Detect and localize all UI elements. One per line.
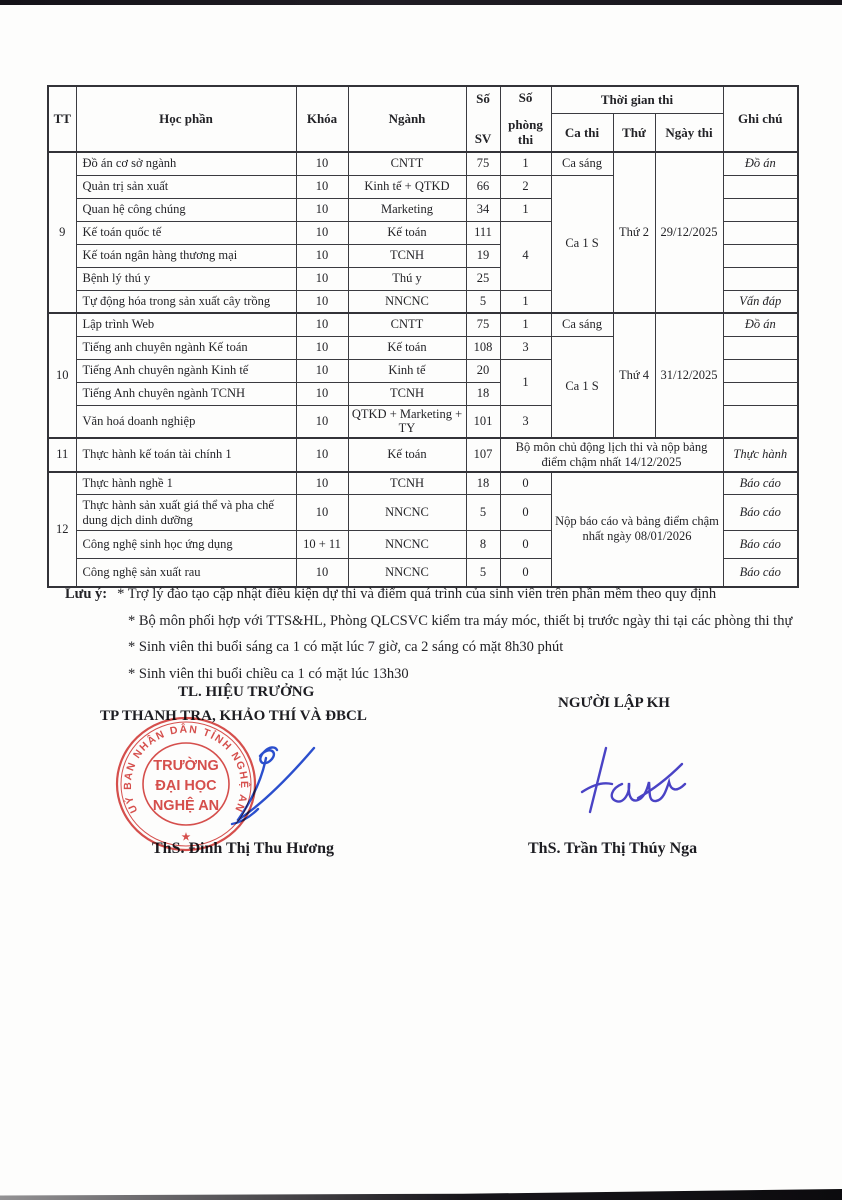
col-header-ca-thi: Ca thi bbox=[551, 114, 613, 152]
table-cell: 10 bbox=[296, 267, 348, 290]
left-signer-name: ThS. Đinh Thị Thu Hương bbox=[152, 840, 334, 857]
table-cell: 0 bbox=[500, 531, 551, 559]
table-cell: Kinh tế + QTKD bbox=[348, 175, 466, 198]
table-cell: Ca sáng bbox=[551, 313, 613, 336]
group-number: 11 bbox=[48, 438, 76, 472]
table-cell: 4 bbox=[500, 221, 551, 290]
table-cell: Báo cáo bbox=[723, 531, 798, 559]
table-cell: 20 bbox=[466, 359, 500, 382]
col-header-ngay-thi: Ngày thi bbox=[655, 114, 723, 152]
table-cell: Kế toán ngân hàng thương mại bbox=[76, 244, 296, 267]
table-cell: Quan hệ công chúng bbox=[76, 198, 296, 221]
table-cell: 10 bbox=[296, 152, 348, 175]
table-cell: 1 bbox=[500, 290, 551, 313]
table-cell: 10 bbox=[296, 359, 348, 382]
table-cell: 1 bbox=[500, 359, 551, 405]
table-cell bbox=[723, 198, 798, 221]
table-cell: Bệnh lý thú y bbox=[76, 267, 296, 290]
table-cell: Báo cáo bbox=[723, 472, 798, 495]
table-cell: 5 bbox=[466, 290, 500, 313]
table-cell: 0 bbox=[500, 472, 551, 495]
schedule-body bbox=[48, 152, 798, 587]
notes-label: Lưu ý: bbox=[65, 586, 108, 602]
table-cell: 19 bbox=[466, 244, 500, 267]
table-cell: Thứ 4 bbox=[613, 313, 655, 438]
table-cell: 2 bbox=[500, 175, 551, 198]
table-cell: Đồ án bbox=[723, 152, 798, 175]
table-cell bbox=[723, 221, 798, 244]
table-cell: TCNH bbox=[348, 382, 466, 405]
table-cell: 101 bbox=[466, 405, 500, 438]
table-cell: 10 bbox=[296, 495, 348, 531]
so-phong-line1: Số bbox=[518, 90, 533, 105]
scan-edge-top bbox=[0, 0, 842, 5]
table-cell: CNTT bbox=[348, 313, 466, 336]
table-cell: Thực hành bbox=[723, 438, 798, 472]
table-cell: Ca 1 S bbox=[551, 336, 613, 438]
table-cell: Thực hành nghề 1 bbox=[76, 472, 296, 495]
notes-section bbox=[0, 586, 842, 692]
table-cell: 75 bbox=[466, 152, 500, 175]
note-line bbox=[0, 666, 842, 683]
group-number: 10 bbox=[48, 313, 76, 438]
table-cell: Công nghệ sinh học ứng dụng bbox=[76, 531, 296, 559]
table-cell: Tự động hóa trong sản xuất cây trồng bbox=[76, 290, 296, 313]
table-cell: Tiếng Anh chuyên ngành Kinh tế bbox=[76, 359, 296, 382]
table-cell: QTKD + Marketing + TY bbox=[348, 405, 466, 438]
table-cell: Marketing bbox=[348, 198, 466, 221]
table-cell: 5 bbox=[466, 559, 500, 587]
col-header-so-sv bbox=[466, 86, 500, 152]
table-cell: 10 bbox=[296, 336, 348, 359]
group-number: 12 bbox=[48, 472, 76, 587]
table-cell: NNCNC bbox=[348, 531, 466, 559]
scan-edge-bottom bbox=[0, 1188, 842, 1200]
table-cell: 107 bbox=[466, 438, 500, 472]
table-cell: Kế toán bbox=[348, 221, 466, 244]
note-line bbox=[0, 613, 842, 630]
col-header-ghi-chu: Ghi chú bbox=[723, 86, 798, 152]
table-cell: Tiếng anh chuyên ngành Kế toán bbox=[76, 336, 296, 359]
table-cell: Đồ án cơ sở ngành bbox=[76, 152, 296, 175]
table-cell: Lập trình Web bbox=[76, 313, 296, 336]
right-signer-title: NGƯỜI LẬP KH bbox=[558, 695, 670, 711]
table-cell: 75 bbox=[466, 313, 500, 336]
left-signature bbox=[222, 742, 322, 834]
note-text: * Bộ môn phối hợp với TTS&HL, Phòng QLCSVC kiểm tra máy móc, thiết bị trước ngày thi tại các phòng thi thự bbox=[128, 612, 793, 629]
exam-schedule-table bbox=[47, 85, 799, 588]
right-signature bbox=[572, 740, 692, 830]
so-phong-line2: phòng bbox=[508, 117, 543, 133]
table-cell: Ca sáng bbox=[551, 152, 613, 175]
table-cell: 1 bbox=[500, 152, 551, 175]
table-cell: 10 bbox=[296, 438, 348, 472]
table-cell: Thứ 2 bbox=[613, 152, 655, 313]
stamp-line3: NGHỆ AN bbox=[152, 798, 220, 814]
table-cell: 8 bbox=[466, 531, 500, 559]
table-cell: TCNH bbox=[348, 244, 466, 267]
table-cell: 1 bbox=[500, 198, 551, 221]
note-text: * Trợ lý đào tạo cập nhật điều kiện dự thi và điểm quá trình của sinh viên trên phần mềm theo quy định bbox=[117, 586, 717, 602]
stamp-line1: TRƯỜNG bbox=[153, 758, 219, 774]
table-cell: 34 bbox=[466, 198, 500, 221]
table-cell: 31/12/2025 bbox=[655, 313, 723, 438]
table-cell: Đồ án bbox=[723, 313, 798, 336]
table-cell: 18 bbox=[466, 382, 500, 405]
table-cell: Báo cáo bbox=[723, 559, 798, 587]
note-line bbox=[0, 639, 842, 656]
table-cell: 25 bbox=[466, 267, 500, 290]
table-cell: 108 bbox=[466, 336, 500, 359]
table-cell: Văn hoá doanh nghiệp bbox=[76, 405, 296, 438]
table-cell: Vấn đáp bbox=[723, 290, 798, 313]
table-cell: NNCNC bbox=[348, 290, 466, 313]
table-cell: 10 + 11 bbox=[296, 531, 348, 559]
note-text: * Sinh viên thi buổi chiều ca 1 có mặt lúc 13h30 bbox=[128, 665, 409, 682]
table-cell: 10 bbox=[296, 175, 348, 198]
table-cell: Thực hành sản xuất giá thể và pha chế dung dịch dinh dưỡng bbox=[76, 495, 296, 531]
table-cell: Tiếng Anh chuyên ngành TCNH bbox=[76, 382, 296, 405]
col-header-thoi-gian-thi: Thời gian thi bbox=[551, 86, 723, 114]
table-cell: 10 bbox=[296, 382, 348, 405]
left-signer-title-2: TP THANH TRA, KHẢO THÍ VÀ ĐBCL bbox=[100, 708, 367, 724]
table-cell: Ca 1 S bbox=[551, 175, 613, 313]
table-cell: Báo cáo bbox=[723, 495, 798, 531]
table-cell bbox=[723, 405, 798, 438]
table-cell: 0 bbox=[500, 559, 551, 587]
table-cell: 1 bbox=[500, 313, 551, 336]
table-cell: Kinh tế bbox=[348, 359, 466, 382]
table-header bbox=[48, 86, 798, 152]
table-cell: 10 bbox=[296, 313, 348, 336]
table-cell bbox=[723, 382, 798, 405]
stamp-outer-text: UỶ BAN NHÂN DÂN TỈNH NGHỆ AN bbox=[121, 723, 251, 815]
table-cell: 10 bbox=[296, 472, 348, 495]
table-cell: Thú y bbox=[348, 267, 466, 290]
table-cell: Kế toán bbox=[348, 336, 466, 359]
table-cell bbox=[723, 267, 798, 290]
note-text: * Sinh viên thi buổi sáng ca 1 có mặt lúc 7 giờ, ca 2 sáng có mặt 8h30 phút bbox=[128, 639, 564, 655]
stamp-star-icon: ★ bbox=[181, 832, 191, 843]
so-sv-line1: Số bbox=[476, 91, 490, 106]
table-cell: 29/12/2025 bbox=[655, 152, 723, 313]
table-cell bbox=[723, 175, 798, 198]
table-cell bbox=[723, 336, 798, 359]
table-cell: 18 bbox=[466, 472, 500, 495]
group-number: 9 bbox=[48, 152, 76, 313]
table-cell: TCNH bbox=[348, 472, 466, 495]
col-header-tt: TT bbox=[48, 86, 76, 152]
table-cell: Nộp báo cáo và bảng điểm chậm nhất ngày 08/01/2026 bbox=[551, 472, 723, 587]
table-cell: CNTT bbox=[348, 152, 466, 175]
right-signer-name: ThS. Trần Thị Thúy Nga bbox=[528, 840, 698, 857]
table-cell: NNCNC bbox=[348, 559, 466, 587]
table-cell: 10 bbox=[296, 244, 348, 267]
table-cell: 10 bbox=[296, 221, 348, 244]
table-cell: 66 bbox=[466, 175, 500, 198]
table-cell: Quản trị sản xuất bbox=[76, 175, 296, 198]
stamp-line2: ĐẠI HỌC bbox=[155, 778, 217, 794]
so-phong-line3: thi bbox=[517, 131, 534, 147]
table-cell: Thực hành kế toán tài chính 1 bbox=[76, 438, 296, 472]
table-cell bbox=[723, 359, 798, 382]
table-cell: 3 bbox=[500, 336, 551, 359]
table-cell: 3 bbox=[500, 405, 551, 438]
table-cell: 5 bbox=[466, 495, 500, 531]
table-cell bbox=[723, 244, 798, 267]
table-cell: 10 bbox=[296, 405, 348, 438]
table-cell: Công nghệ sản xuất rau bbox=[76, 559, 296, 587]
col-header-khoa: Khóa bbox=[296, 86, 348, 152]
table-cell: 10 bbox=[296, 290, 348, 313]
note-line bbox=[0, 586, 842, 603]
table-cell: NNCNC bbox=[348, 495, 466, 531]
table-cell: Kế toán bbox=[348, 438, 466, 472]
table-cell: 10 bbox=[296, 559, 348, 587]
table-cell: 111 bbox=[466, 221, 500, 244]
table-cell: 0 bbox=[500, 495, 551, 531]
col-header-so-phong-thi bbox=[500, 86, 551, 152]
table-cell: Kế toán quốc tế bbox=[76, 221, 296, 244]
col-header-hoc-phan: Học phần bbox=[76, 86, 296, 152]
left-signer-title-1: TL. HIỆU TRƯỞNG bbox=[178, 684, 315, 700]
table-cell: Bộ môn chủ động lịch thi và nộp bảng điểm chậm nhất 14/12/2025 bbox=[500, 438, 723, 472]
so-sv-line2: SV bbox=[474, 130, 492, 146]
table-cell: 10 bbox=[296, 198, 348, 221]
col-header-nganh: Ngành bbox=[348, 86, 466, 152]
col-header-thu: Thứ bbox=[613, 114, 655, 152]
